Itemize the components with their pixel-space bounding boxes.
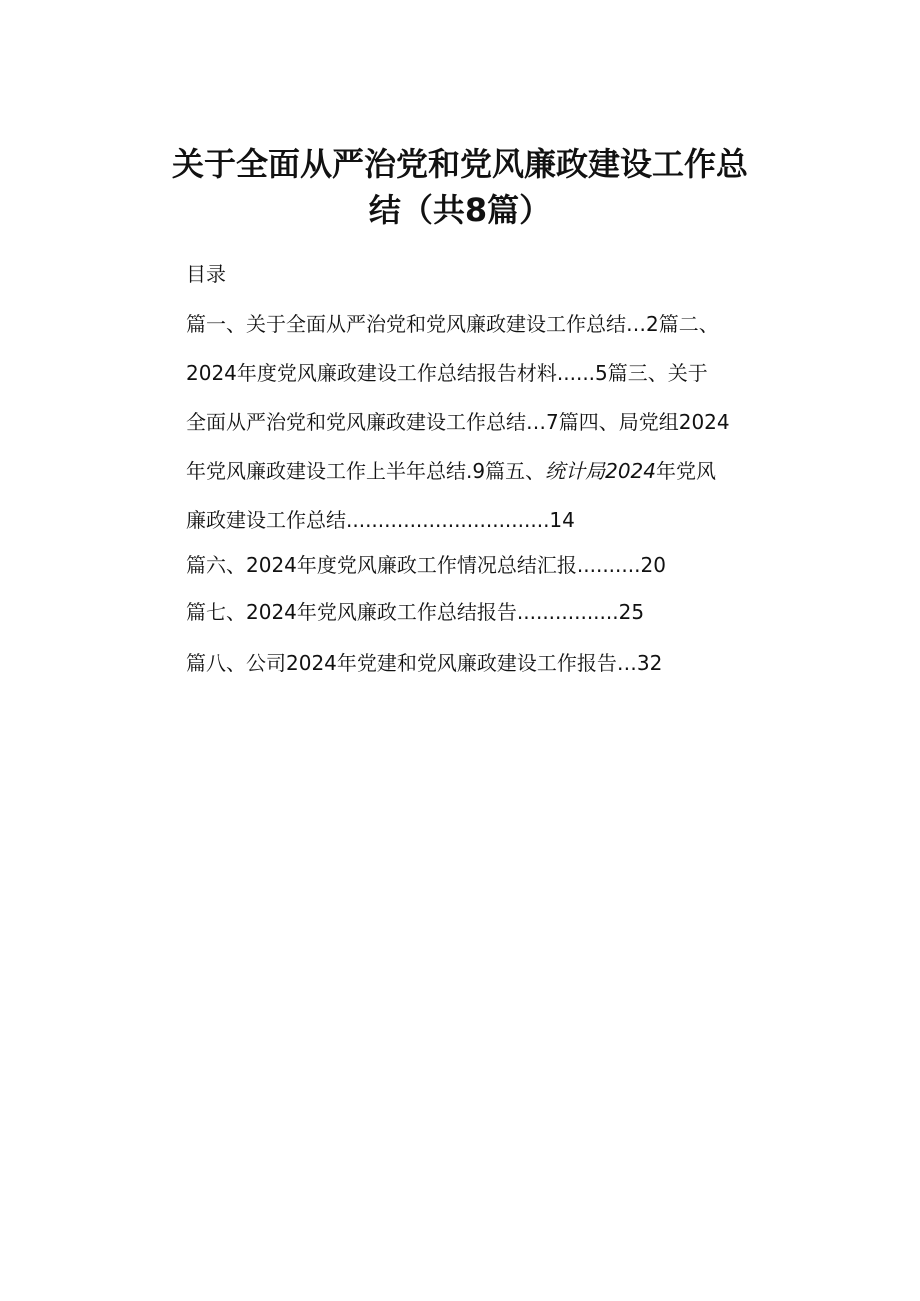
document-title-line-2: 结（共8篇） — [368, 191, 552, 229]
toc-line: 篇六、2024年度党风廉政工作情况总结汇报..........20 — [186, 553, 666, 577]
toc-line-segment-italic: 统计局2024 — [545, 459, 656, 483]
toc-line: 2024年度党风廉政建设工作总结报告材料......5篇三、关于 — [186, 361, 708, 385]
toc-line — [186, 456, 796, 486]
toc-line: 全面从严治党和党风廉政建设工作总结…7篇四、局党组2024 — [186, 410, 730, 434]
toc-line: 廉政建设工作总结................................14 — [186, 508, 575, 532]
document-title-line-1: 关于全面从严治党和党风廉政建设工作总 — [171, 145, 748, 183]
toc-line: 篇七、2024年党风廉政工作总结报告................25 — [186, 600, 645, 624]
toc-line-segment: 年党风 — [656, 459, 716, 483]
toc-line: 篇八、公司2024年党建和党风廉政建设工作报告…32 — [186, 651, 663, 675]
toc-line-segment: 年党风廉政建设工作上半年总结.9篇五、 — [186, 459, 546, 483]
toc-heading: 目录 — [186, 262, 226, 286]
toc-line: 篇一、关于全面从严治党和党风廉政建设工作总结…2篇二、 — [186, 312, 719, 336]
